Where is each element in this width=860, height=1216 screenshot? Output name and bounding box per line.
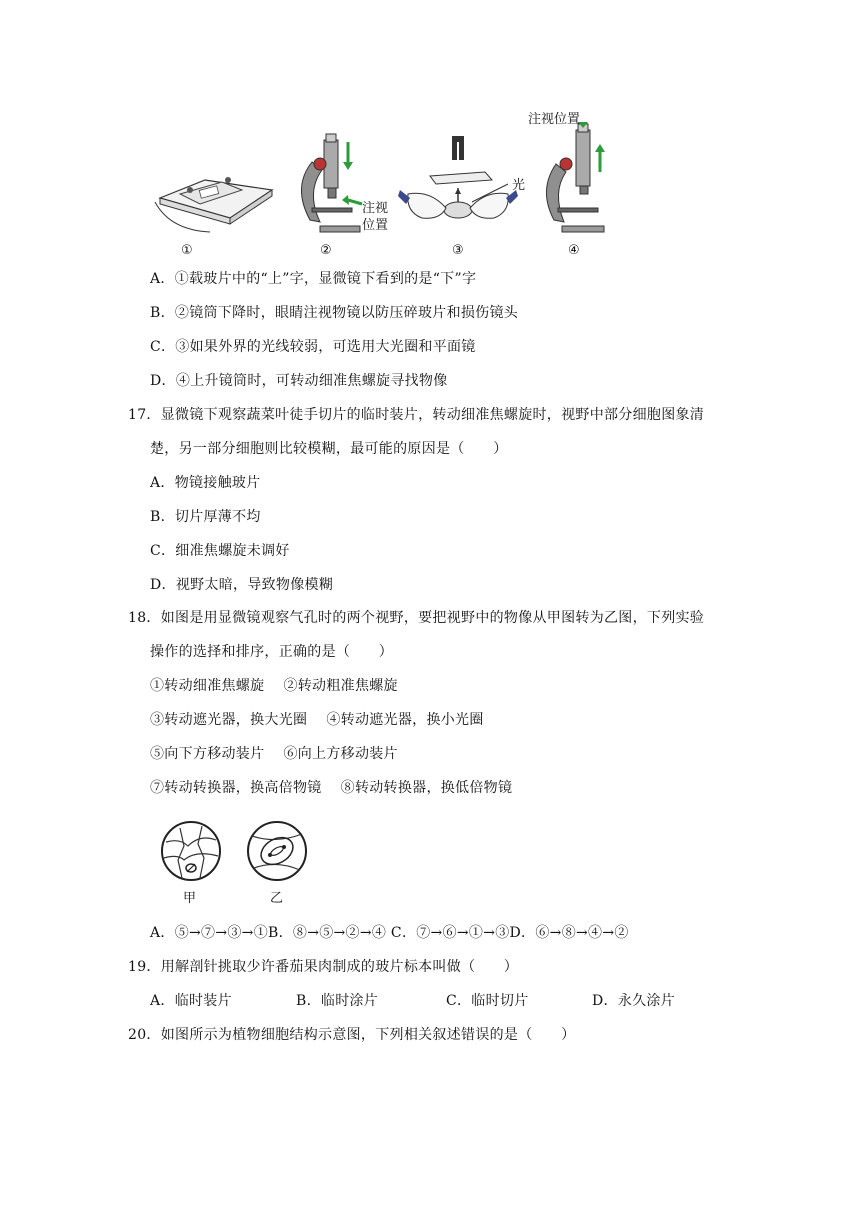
figure1-label-1: ①: [181, 243, 193, 258]
figure1-label-3: ③: [452, 243, 464, 258]
stomata-view-yi-illustration: [246, 820, 308, 882]
q19-option-a: A．临时装片: [150, 993, 232, 1009]
q19-stem: 19．用解剖针挑取少许番茄果肉制成的玻片标本叫做（ ）: [128, 959, 519, 975]
watch-position-annotation-2-line2: 位置: [362, 218, 389, 233]
q16-option-c: C．③如果外界的光线较弱，可选用大光圈和平面镜: [150, 339, 476, 355]
q16-option-d: D．④上升镜筒时，可转动细准焦螺旋寻找物像: [150, 373, 448, 389]
q18-options: A．⑤→⑦→③→①B．⑧→⑤→②→④ C．⑦→⑥→①→③D．⑥→⑧→④→②: [150, 925, 629, 941]
figure1-label-2: ②: [320, 243, 332, 258]
q16-option-a: A．①载玻片中的“上”字，显微镜下看到的是“下”字: [150, 271, 477, 287]
q17-stem-line1: 17．显微镜下观察蔬菜叶徒手切片的临时装片，转动细准焦螺旋时，视野中部分细胞图象清: [128, 407, 705, 423]
q19-option-c: C．临时切片: [446, 993, 529, 1009]
q20-stem: 20．如图所示为植物细胞结构示意图，下列相关叙述错误的是（ ）: [128, 1027, 576, 1043]
q17-option-c: C．细准焦螺旋未调好: [150, 543, 290, 559]
microscope-raising-illustration: [538, 122, 628, 237]
watch-position-annotation-2-line1: 注视: [362, 201, 389, 216]
q17-stem-line2: 楚，另一部分细胞则比较模糊，最可能的原因是（ ）: [150, 441, 508, 457]
q18-stem-line1: 18．如图是用显微镜观察气孔时的两个视野，要把视野中的物像从甲图转为乙图，下列实验: [128, 610, 705, 626]
q18-steps-line3: ⑤向下方移动装片 ⑥向上方移动装片: [150, 746, 398, 762]
q17-option-d: D．视野太暗，导致物像模糊: [150, 577, 334, 593]
stomata-label-jia: 甲: [183, 891, 197, 906]
q18-steps-line1: ①转动细准焦螺旋 ②转动粗准焦螺旋: [150, 678, 398, 694]
q19-option-b: B．临时涂片: [296, 993, 379, 1009]
hands-adjusting-mirror-illustration: [400, 132, 525, 237]
figure1-label-4: ④: [568, 243, 580, 258]
q17-option-a: A．物镜接触玻片: [150, 475, 261, 491]
q18-steps-line2: ③转动遮光器，换大光圈 ④转动遮光器，换小光圈: [150, 712, 484, 728]
stomata-label-yi: 乙: [270, 891, 284, 906]
q16-option-b: B．②镜筒下降时，眼睛注视物镜以防压碎玻片和损伤镜头: [150, 305, 519, 321]
stomata-view-jia-illustration: [160, 820, 222, 882]
q18-stem-line2: 操作的选择和排序，正确的是（ ）: [150, 644, 394, 660]
q19-option-d: D．永久涂片: [592, 993, 676, 1009]
light-annotation: 光: [512, 178, 526, 193]
q17-option-b: B．切片厚薄不均: [150, 509, 261, 525]
watch-position-annotation-4: 注视位置: [528, 112, 581, 127]
slide-on-stage-illustration: [150, 160, 275, 240]
q18-steps-line4: ⑦转动转换器，换高倍物镜 ⑧转动转换器，换低倍物镜: [150, 780, 513, 796]
